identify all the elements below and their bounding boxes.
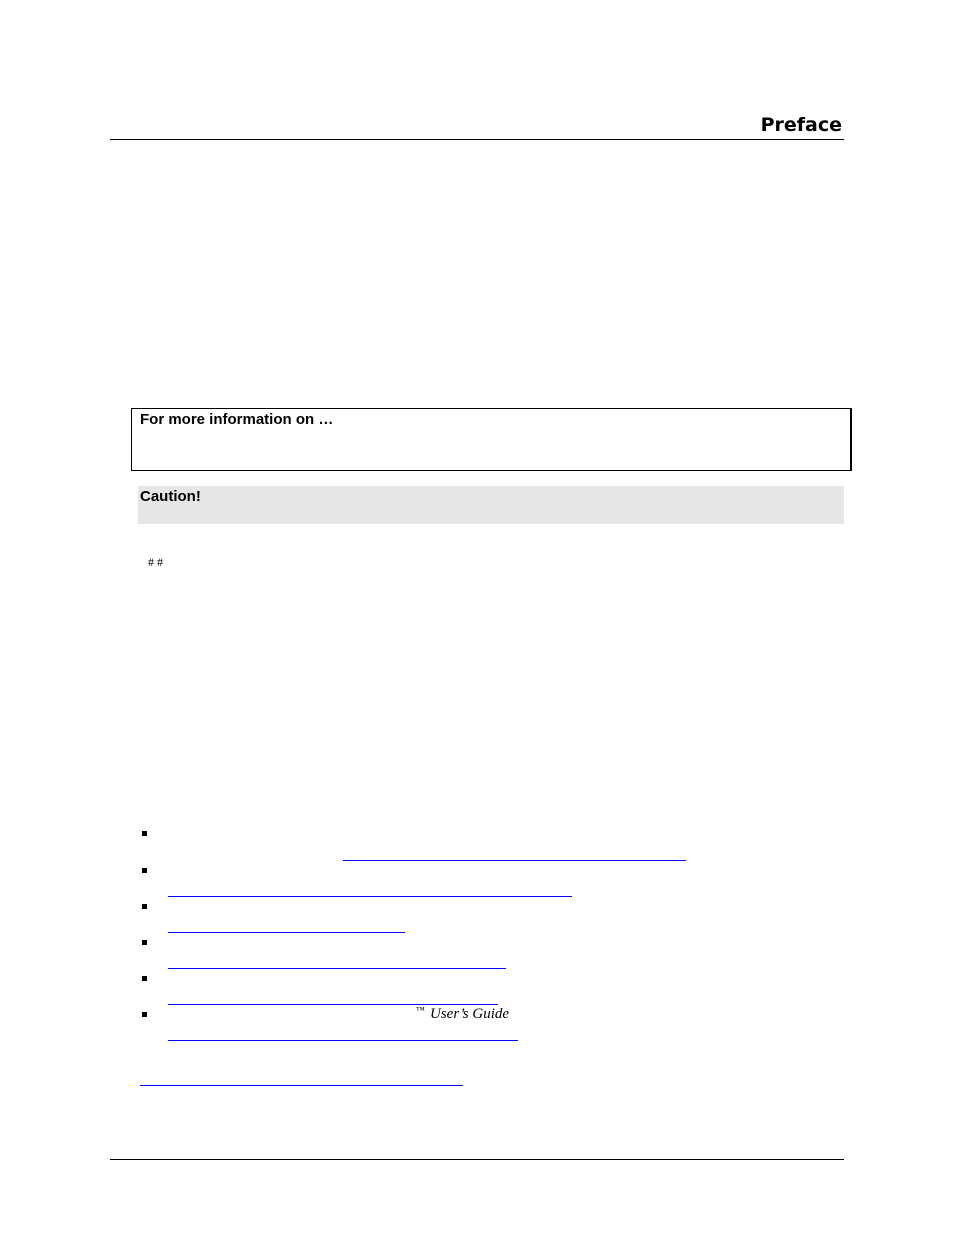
- bullet-marker: [142, 1012, 147, 1017]
- page-title: Preface: [760, 114, 842, 136]
- footer-rule: [110, 1159, 844, 1160]
- bullet-marker: [142, 868, 147, 873]
- bullet-marker: [142, 940, 147, 945]
- header-rule: [110, 139, 844, 140]
- caution-box: [138, 486, 844, 524]
- bullet-marker: [142, 831, 147, 836]
- doc-link-3[interactable]: [168, 932, 405, 933]
- doc-link-6[interactable]: [168, 1040, 518, 1041]
- users-guide-title: User’s Guide: [430, 1006, 510, 1022]
- bullet-marker: [142, 904, 147, 909]
- bullet-marker: [142, 976, 147, 981]
- caution-heading: Caution!: [140, 488, 201, 505]
- doc-link-4[interactable]: [168, 968, 506, 969]
- info-box-heading: For more information on …: [140, 411, 334, 428]
- hash-marks: # #: [148, 555, 163, 569]
- doc-link-1[interactable]: [343, 860, 686, 861]
- info-box: [131, 408, 852, 471]
- trademark-symbol: ™: [416, 1005, 425, 1015]
- doc-link-2[interactable]: [168, 896, 572, 897]
- web-link[interactable]: [140, 1085, 463, 1086]
